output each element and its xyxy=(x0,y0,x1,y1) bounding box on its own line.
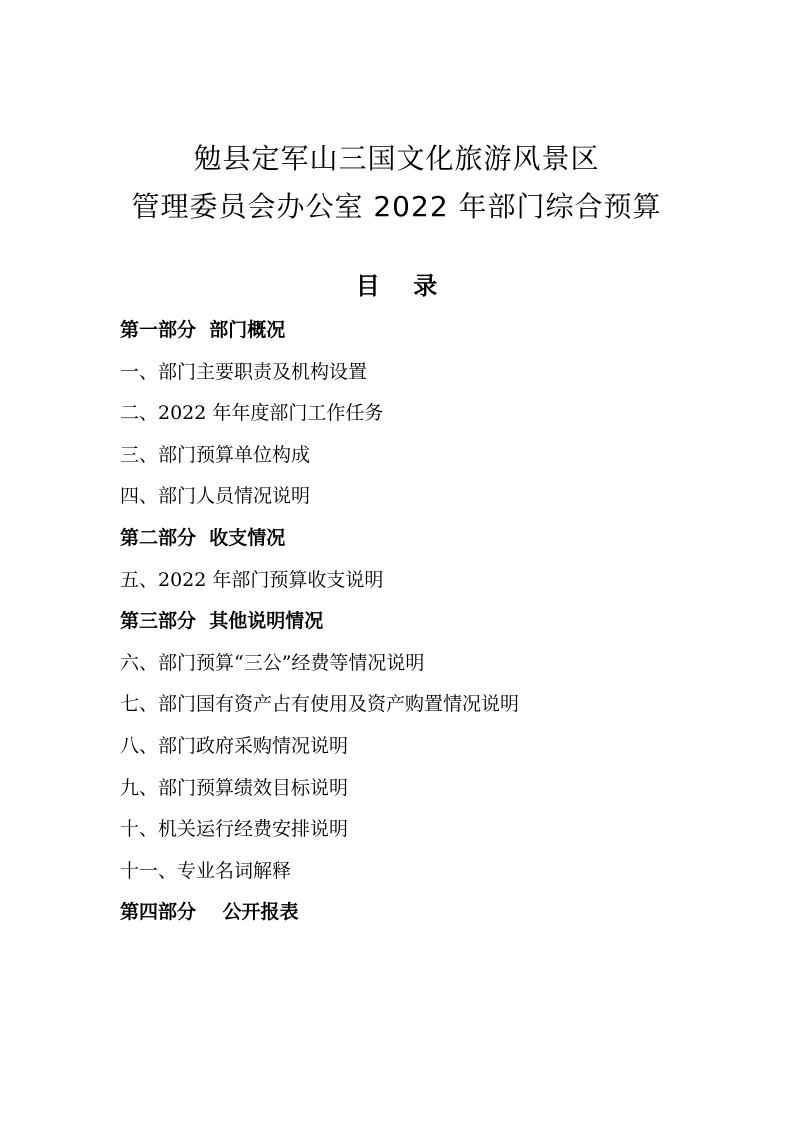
toc-part-1: 第一部分 部门概况 xyxy=(120,319,286,341)
toc-section-8: 八、部门政府采购情况说明 xyxy=(120,734,349,757)
toc-section-7: 七、部门国有资产占有使用及资产购置情况说明 xyxy=(120,693,520,716)
table-of-contents xyxy=(120,313,720,937)
toc-heading: 目 录 xyxy=(355,272,438,300)
toc-section-10: 十、机关运行经费安排说明 xyxy=(120,818,349,841)
toc-section-11: 十一、专业名词解释 xyxy=(120,859,292,882)
toc-part-2: 第二部分 收支情况 xyxy=(120,526,286,549)
toc-section-1: 一、部门主要职责及机构设置 xyxy=(120,360,368,383)
toc-section-6: 六、部门预算“三公”经费等情况说明 xyxy=(120,651,425,674)
document-title-line-1: 勉县定军山三国文化旅游风景区 xyxy=(193,142,600,175)
toc-section-3: 三、部门预算单位构成 xyxy=(120,443,311,466)
toc-part-3: 第三部分 其他说明情况 xyxy=(120,610,324,633)
toc-part-4: 第四部分 公开报表 xyxy=(120,901,299,924)
toc-section-9: 九、部门预算绩效目标说明 xyxy=(120,776,349,799)
document-title-line-2: 管理委员会办公室 2022 年部门综合预算 xyxy=(131,190,662,223)
toc-section-4: 四、部门人员情况说明 xyxy=(120,485,311,508)
toc-section-2: 二、2022 年年度部门工作任务 xyxy=(120,402,384,425)
toc-section-5: 五、2022 年部门预算收支说明 xyxy=(120,568,384,591)
